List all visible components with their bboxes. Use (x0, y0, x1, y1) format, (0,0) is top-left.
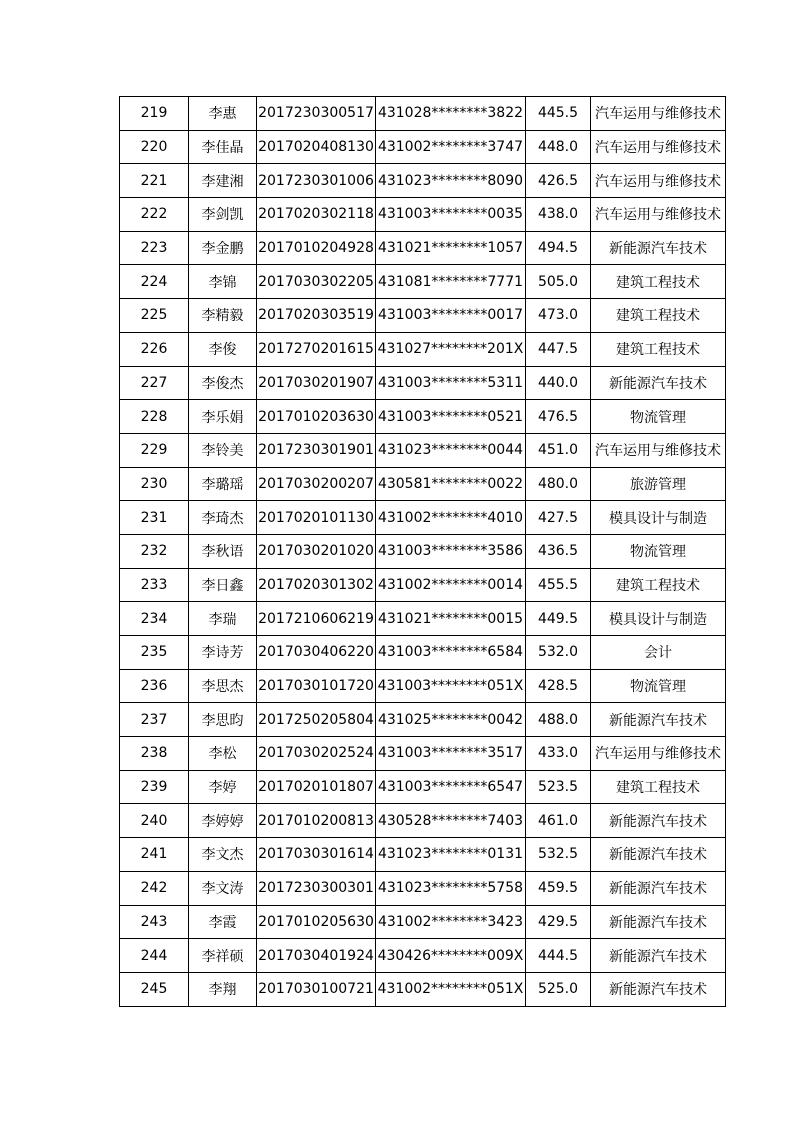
row-number: 237 (120, 703, 189, 737)
student-name: 李文杰 (189, 838, 257, 872)
exam-number: 2017030406220 (257, 636, 376, 670)
row-number: 245 (120, 972, 189, 1006)
student-name: 李琦杰 (189, 501, 257, 535)
row-number: 221 (120, 164, 189, 198)
exam-score: 429.5 (526, 905, 591, 939)
exam-number: 2017020301302 (257, 568, 376, 602)
student-name: 李惠 (189, 97, 257, 131)
exam-score: 459.5 (526, 871, 591, 905)
row-number: 233 (120, 568, 189, 602)
exam-score: 436.5 (526, 534, 591, 568)
exam-score: 438.0 (526, 198, 591, 232)
major-name: 建筑工程技术 (591, 299, 726, 333)
student-name: 李日鑫 (189, 568, 257, 602)
major-name: 物流管理 (591, 669, 726, 703)
major-name: 新能源汽车技术 (591, 972, 726, 1006)
student-name: 李秋语 (189, 534, 257, 568)
table-row (120, 636, 726, 670)
major-name: 新能源汽车技术 (591, 366, 726, 400)
major-name: 旅游管理 (591, 467, 726, 501)
exam-score: 444.5 (526, 939, 591, 973)
id-number: 431021********1057 (376, 231, 526, 265)
student-name: 李铃美 (189, 433, 257, 467)
id-number: 431081********7771 (376, 265, 526, 299)
major-name: 新能源汽车技术 (591, 871, 726, 905)
id-number: 430528********7403 (376, 804, 526, 838)
table-row (120, 602, 726, 636)
row-number: 220 (120, 130, 189, 164)
row-number: 239 (120, 770, 189, 804)
major-name: 建筑工程技术 (591, 265, 726, 299)
exam-score: 476.5 (526, 400, 591, 434)
id-number: 431025********0042 (376, 703, 526, 737)
id-number: 431003********6547 (376, 770, 526, 804)
table-row (120, 366, 726, 400)
exam-score: 455.5 (526, 568, 591, 602)
student-name: 李精毅 (189, 299, 257, 333)
exam-number: 2017030202524 (257, 737, 376, 771)
row-number: 222 (120, 198, 189, 232)
exam-number: 2017230300517 (257, 97, 376, 131)
table-row (120, 703, 726, 737)
row-number: 226 (120, 332, 189, 366)
table-row (120, 804, 726, 838)
major-name: 汽车运用与维修技术 (591, 97, 726, 131)
table-row (120, 265, 726, 299)
table-row (120, 400, 726, 434)
table-row (120, 130, 726, 164)
table-row (120, 467, 726, 501)
student-name: 李剑凯 (189, 198, 257, 232)
student-name: 李思昀 (189, 703, 257, 737)
major-name: 新能源汽车技术 (591, 905, 726, 939)
id-number: 431003********0035 (376, 198, 526, 232)
table-row (120, 972, 726, 1006)
table-row (120, 905, 726, 939)
exam-score: 488.0 (526, 703, 591, 737)
id-number: 431028********3822 (376, 97, 526, 131)
table-row (120, 838, 726, 872)
id-number: 431003********5311 (376, 366, 526, 400)
table-row (120, 198, 726, 232)
major-name: 新能源汽车技术 (591, 804, 726, 838)
exam-number: 2017010204928 (257, 231, 376, 265)
id-number: 431003********051X (376, 669, 526, 703)
exam-score: 426.5 (526, 164, 591, 198)
row-number: 232 (120, 534, 189, 568)
table-row (120, 332, 726, 366)
exam-score: 480.0 (526, 467, 591, 501)
exam-number: 2017030301614 (257, 838, 376, 872)
major-name: 新能源汽车技术 (591, 838, 726, 872)
row-number: 228 (120, 400, 189, 434)
row-number: 223 (120, 231, 189, 265)
student-name: 李诗芳 (189, 636, 257, 670)
table-row (120, 568, 726, 602)
major-name: 汽车运用与维修技术 (591, 737, 726, 771)
exam-number: 2017020101807 (257, 770, 376, 804)
exam-score: 449.5 (526, 602, 591, 636)
exam-score: 451.0 (526, 433, 591, 467)
table-row (120, 299, 726, 333)
row-number: 242 (120, 871, 189, 905)
id-number: 431003********6584 (376, 636, 526, 670)
row-number: 230 (120, 467, 189, 501)
exam-score: 494.5 (526, 231, 591, 265)
exam-score: 428.5 (526, 669, 591, 703)
id-number: 430581********0022 (376, 467, 526, 501)
student-name: 李乐娟 (189, 400, 257, 434)
major-name: 模具设计与制造 (591, 602, 726, 636)
id-number: 431023********8090 (376, 164, 526, 198)
row-number: 243 (120, 905, 189, 939)
table-row (120, 534, 726, 568)
major-name: 建筑工程技术 (591, 770, 726, 804)
exam-score: 532.5 (526, 838, 591, 872)
table-row (120, 97, 726, 131)
exam-number: 2017230300301 (257, 871, 376, 905)
exam-number: 2017020101130 (257, 501, 376, 535)
table-row (120, 501, 726, 535)
major-name: 汽车运用与维修技术 (591, 130, 726, 164)
exam-score: 532.0 (526, 636, 591, 670)
exam-number: 2017010203630 (257, 400, 376, 434)
student-name: 李松 (189, 737, 257, 771)
table-row (120, 770, 726, 804)
major-name: 新能源汽车技术 (591, 703, 726, 737)
row-number: 234 (120, 602, 189, 636)
exam-number: 2017020303519 (257, 299, 376, 333)
exam-number: 2017230301901 (257, 433, 376, 467)
row-number: 241 (120, 838, 189, 872)
table-row (120, 737, 726, 771)
row-number: 227 (120, 366, 189, 400)
student-name: 李锦 (189, 265, 257, 299)
row-number: 244 (120, 939, 189, 973)
student-name: 李祥硕 (189, 939, 257, 973)
exam-number: 2017250205804 (257, 703, 376, 737)
major-name: 建筑工程技术 (591, 568, 726, 602)
table-row (120, 871, 726, 905)
row-number: 229 (120, 433, 189, 467)
exam-number: 2017020302118 (257, 198, 376, 232)
id-number: 431002********3747 (376, 130, 526, 164)
major-name: 模具设计与制造 (591, 501, 726, 535)
exam-score: 447.5 (526, 332, 591, 366)
exam-number: 2017030302205 (257, 265, 376, 299)
id-number: 431027********201X (376, 332, 526, 366)
id-number: 431003********3517 (376, 737, 526, 771)
id-number: 430426********009X (376, 939, 526, 973)
student-name: 李金鹏 (189, 231, 257, 265)
id-number: 431021********0015 (376, 602, 526, 636)
major-name: 汽车运用与维修技术 (591, 164, 726, 198)
row-number: 224 (120, 265, 189, 299)
id-number: 431023********0044 (376, 433, 526, 467)
exam-score: 523.5 (526, 770, 591, 804)
major-name: 建筑工程技术 (591, 332, 726, 366)
admission-table (119, 96, 726, 1007)
student-name: 李建湘 (189, 164, 257, 198)
exam-number: 2017030100721 (257, 972, 376, 1006)
exam-number: 2017030401924 (257, 939, 376, 973)
row-number: 231 (120, 501, 189, 535)
exam-number: 2017030201020 (257, 534, 376, 568)
exam-number: 2017030201907 (257, 366, 376, 400)
student-name: 李俊 (189, 332, 257, 366)
student-name: 李文涛 (189, 871, 257, 905)
row-number: 238 (120, 737, 189, 771)
id-number: 431003********3586 (376, 534, 526, 568)
row-number: 219 (120, 97, 189, 131)
id-number: 431002********4010 (376, 501, 526, 535)
major-name: 物流管理 (591, 534, 726, 568)
major-name: 新能源汽车技术 (591, 231, 726, 265)
row-number: 225 (120, 299, 189, 333)
row-number: 235 (120, 636, 189, 670)
table-row (120, 939, 726, 973)
exam-number: 2017030101720 (257, 669, 376, 703)
row-number: 236 (120, 669, 189, 703)
student-name: 李思杰 (189, 669, 257, 703)
id-number: 431023********5758 (376, 871, 526, 905)
exam-number: 2017020408130 (257, 130, 376, 164)
exam-number: 2017010200813 (257, 804, 376, 838)
major-name: 汽车运用与维修技术 (591, 433, 726, 467)
id-number: 431002********3423 (376, 905, 526, 939)
exam-score: 440.0 (526, 366, 591, 400)
student-name: 李婷婷 (189, 804, 257, 838)
table-row (120, 164, 726, 198)
admission-table-body (120, 97, 726, 1007)
major-name: 新能源汽车技术 (591, 939, 726, 973)
id-number: 431023********0131 (376, 838, 526, 872)
student-name: 李璐瑶 (189, 467, 257, 501)
id-number: 431003********0521 (376, 400, 526, 434)
row-number: 240 (120, 804, 189, 838)
exam-score: 525.0 (526, 972, 591, 1006)
student-name: 李翔 (189, 972, 257, 1006)
major-name: 会计 (591, 636, 726, 670)
exam-number: 2017030200207 (257, 467, 376, 501)
exam-score: 433.0 (526, 737, 591, 771)
major-name: 汽车运用与维修技术 (591, 198, 726, 232)
id-number: 431003********0017 (376, 299, 526, 333)
exam-number: 2017230301006 (257, 164, 376, 198)
exam-score: 473.0 (526, 299, 591, 333)
exam-number: 2017010205630 (257, 905, 376, 939)
student-name: 李瑞 (189, 602, 257, 636)
table-row (120, 433, 726, 467)
table-row (120, 669, 726, 703)
table-row (120, 231, 726, 265)
exam-score: 448.0 (526, 130, 591, 164)
exam-score: 445.5 (526, 97, 591, 131)
exam-score: 505.0 (526, 265, 591, 299)
exam-score: 461.0 (526, 804, 591, 838)
exam-number: 2017210606219 (257, 602, 376, 636)
student-name: 李佳晶 (189, 130, 257, 164)
id-number: 431002********051X (376, 972, 526, 1006)
exam-number: 2017270201615 (257, 332, 376, 366)
major-name: 物流管理 (591, 400, 726, 434)
student-name: 李婷 (189, 770, 257, 804)
student-name: 李霞 (189, 905, 257, 939)
exam-score: 427.5 (526, 501, 591, 535)
student-name: 李俊杰 (189, 366, 257, 400)
id-number: 431002********0014 (376, 568, 526, 602)
